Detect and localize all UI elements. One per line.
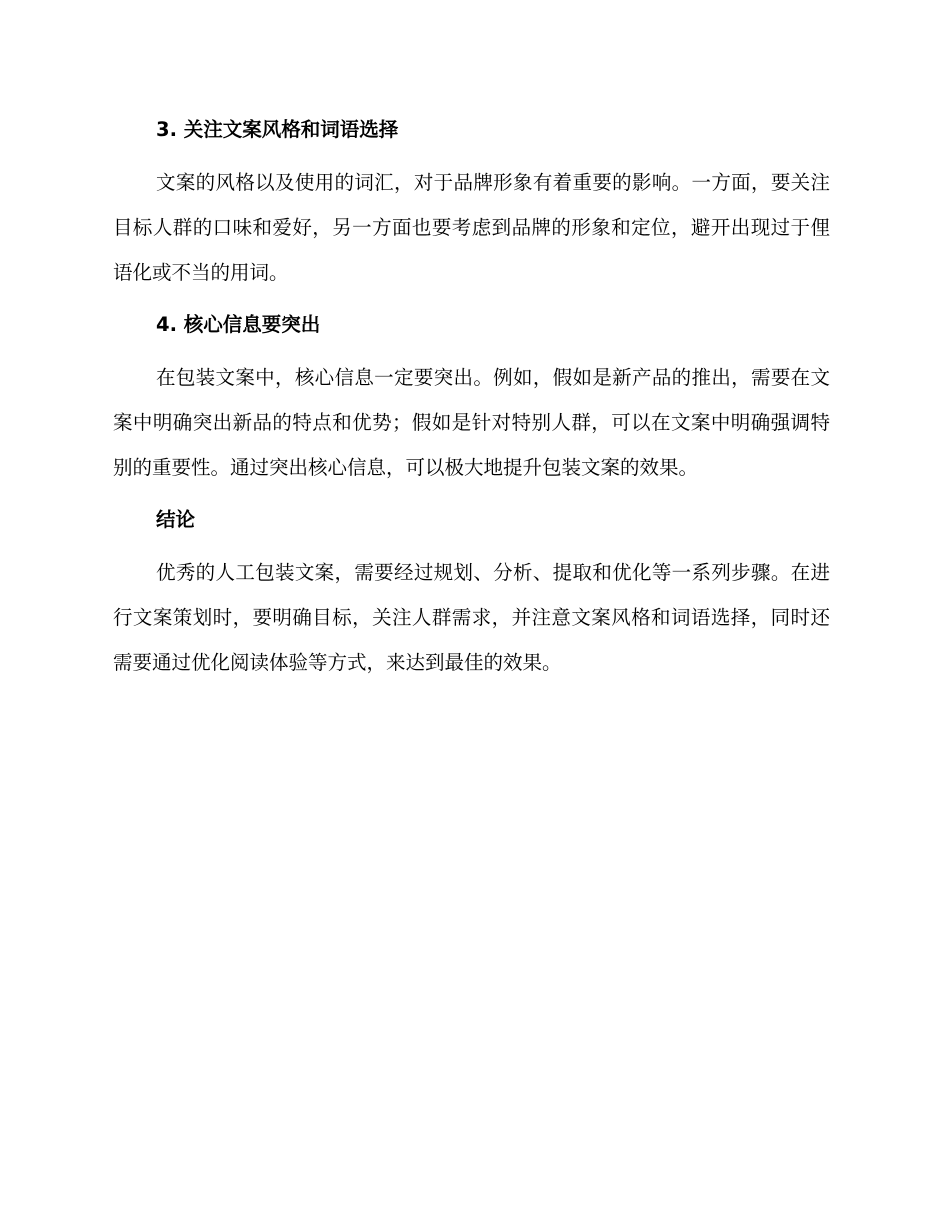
section-heading-conclusion: 结论 bbox=[156, 508, 196, 531]
section-heading-core-info: 4. 核心信息要突出 bbox=[156, 313, 321, 336]
section-paragraph-conclusion: 优秀的人工包装文案，需要经过规划、分析、提取和优化等一系列步骤。在进行文案策划时，要明确目标，关注人群需求，并注意文案风格和词语选择，同时还需要通过优化阅读体验等方式，来达到最佳的效果。 bbox=[113, 561, 830, 674]
section-heading-style: 3. 关注文案风格和词语选择 bbox=[156, 118, 399, 141]
document-body bbox=[113, 110, 830, 685]
section-paragraph-style: 文案的风格以及使用的词汇，对于品牌形象有着重要的影响。一方面，要关注目标人群的口味和爱好，另一方面也要考虑到品牌的形象和定位，避开出现过于俚语化或不当的用词。 bbox=[113, 171, 830, 284]
section-paragraph-core-info: 在包装文案中，核心信息一定要突出。例如，假如是新产品的推出，需要在文案中明确突出新品的特点和优势；假如是针对特别人群，可以在文案中明确强调特别的重要性。通过突出核心信息，可以极大地提升包装文案的效果。 bbox=[113, 366, 830, 479]
